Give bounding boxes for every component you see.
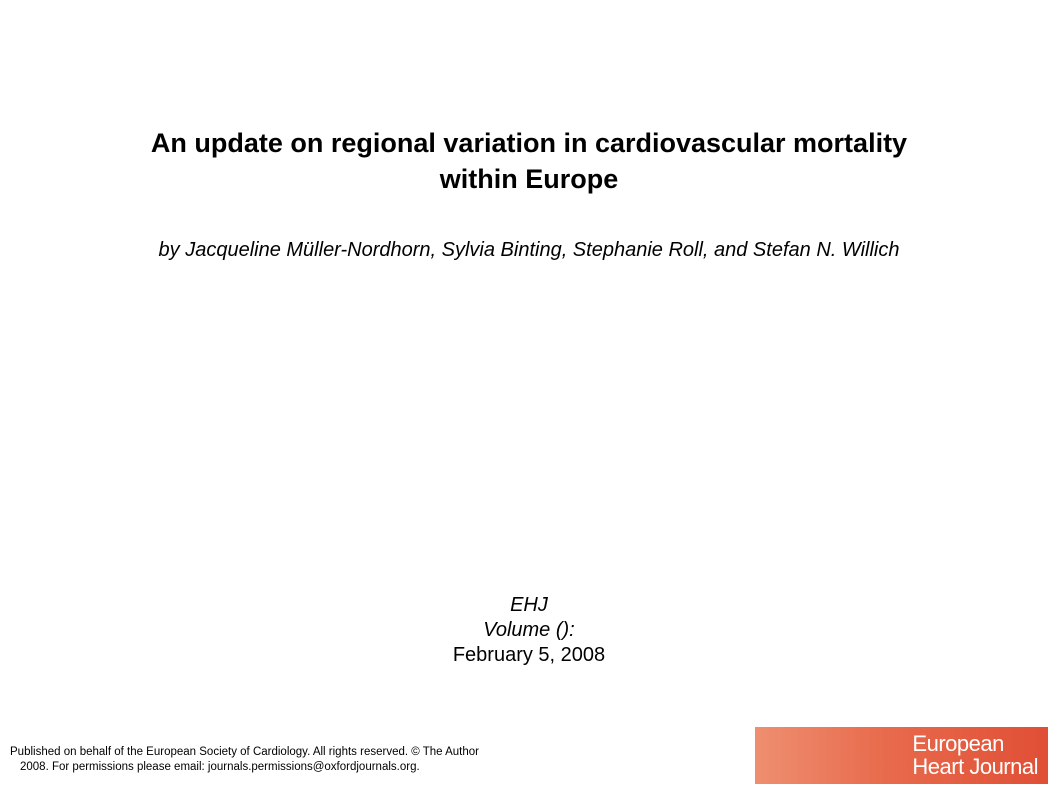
publication-date: February 5, 2008 [452,644,606,666]
author-list: by Jacqueline Müller-Nordhorn, Sylvia Binting, Stephanie Roll, and Stefan N. Willich [158,239,900,261]
copyright-notice [10,745,580,775]
article-title [40,125,1018,197]
citation-block [300,593,758,668]
journal-name: EHJ [510,594,548,616]
copyright-line-1: Published on behalf of the European Society of Cardiology. All rights reserved. © The Author [10,746,479,758]
journal-logo [755,727,1048,784]
copyright-line-2: 2008. For permissions please email: journals.permissions@oxfordjournals.org. [20,761,420,773]
journal-volume: Volume (): [483,619,575,641]
journal-logo-line1: European [912,731,1004,756]
article-title-line2: within Europe [439,164,619,194]
journal-logo-line2: Heart Journal [912,754,1038,779]
journal-logo-text [912,732,1038,778]
article-title-line1: An update on regional variation in cardiovascular mortality [150,128,908,158]
